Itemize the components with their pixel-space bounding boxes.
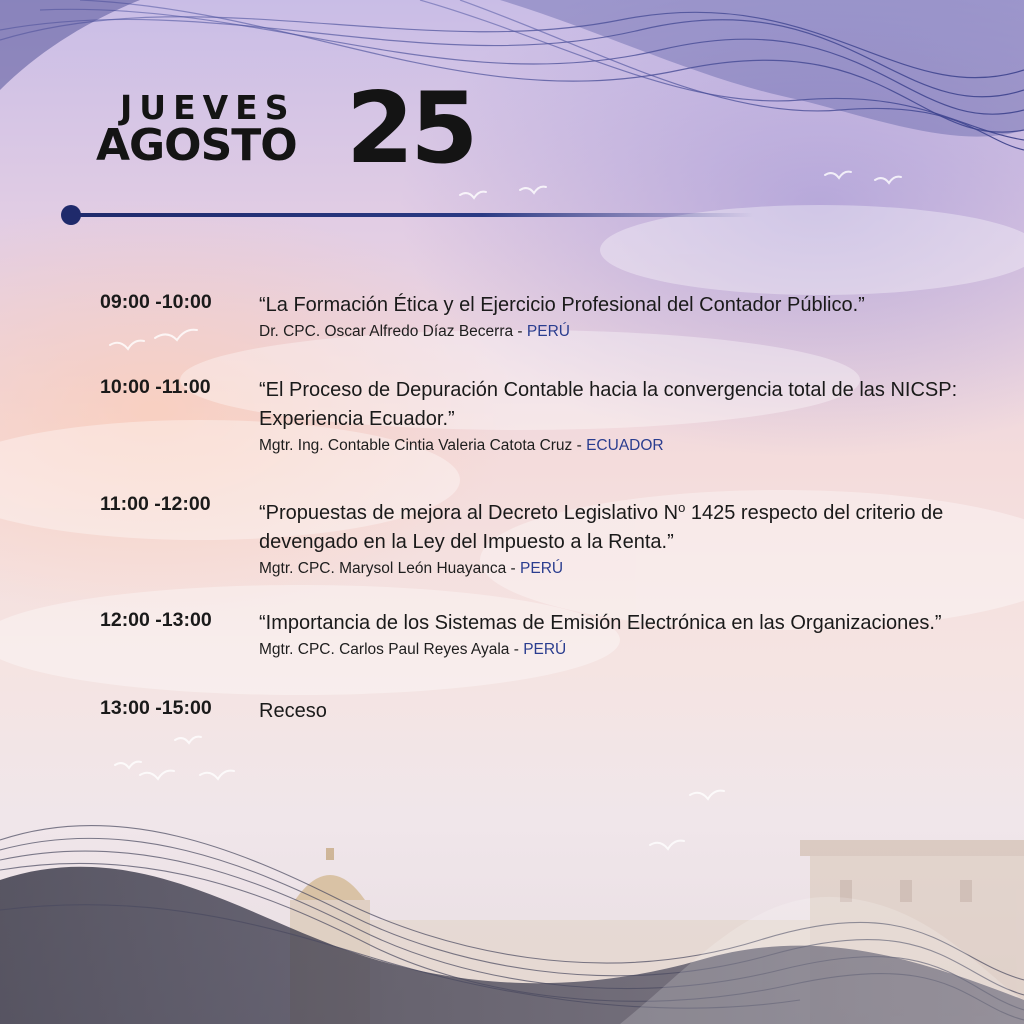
talk [259, 609, 979, 661]
separator: - [509, 641, 524, 658]
divider-dot [61, 205, 81, 225]
time-slot: 09:00 -10:00 [100, 291, 212, 313]
number-sign-superscript: o [678, 500, 686, 515]
day-name: JUEVES [120, 88, 296, 127]
talk [259, 697, 979, 726]
divider-line [74, 213, 754, 217]
separator: - [513, 323, 527, 340]
speaker-country: ECUADOR [586, 437, 664, 454]
time-slot: 13:00 -15:00 [100, 697, 212, 719]
separator: - [572, 437, 587, 454]
speaker-name: Mgtr. Ing. Contable Cintia Valeria Catota Cruz [259, 437, 573, 454]
talk [259, 493, 979, 580]
top-wave-band [500, 0, 1024, 137]
separator: - [506, 560, 521, 577]
speaker-line [259, 558, 979, 580]
speaker-name: Mgtr. CPC. Marysol León Huayanca [259, 560, 507, 577]
speaker-country: PERÚ [526, 323, 570, 340]
time-slot: 10:00 -11:00 [100, 376, 211, 398]
time-slot: 11:00 -12:00 [100, 493, 211, 515]
speaker-country: PERÚ [520, 560, 564, 577]
talk-title: “La Formación Ética y el Ejercicio Profesional del Contador Público.” [259, 294, 865, 316]
talk-title: “El Proceso de Depuración Contable hacia la convergencia total de las NICSP: Experiencia Ecuador.” [259, 379, 958, 430]
talk-title-end: 1425 respecto del criterio de devengado en la Ley del Impuesto a la Renta.” [259, 502, 944, 553]
speaker-name: Mgtr. CPC. Carlos Paul Reyes Ayala [259, 641, 510, 658]
heading-divider [60, 205, 760, 225]
speaker-line [259, 639, 979, 661]
day-number: 25 [346, 72, 475, 186]
speaker-name: Dr. CPC. Oscar Alfredo Díaz Becerra [259, 323, 514, 340]
talk-title: Receso [259, 700, 327, 722]
month-name: AGOSTO [96, 120, 297, 171]
talk-title-start: “Propuestas de mejora al Decreto Legislativo N [259, 502, 679, 524]
speaker-country: PERÚ [523, 641, 567, 658]
talk [259, 291, 979, 343]
time-slot: 12:00 -13:00 [100, 609, 212, 631]
speaker-line [259, 321, 979, 343]
speaker-line [259, 435, 979, 457]
talk-title [259, 493, 979, 557]
talk [259, 376, 979, 457]
top-left-wave [0, 0, 140, 90]
talk-title: “Importancia de los Sistemas de Emisión Electrónica en las Organizaciones.” [259, 612, 942, 634]
